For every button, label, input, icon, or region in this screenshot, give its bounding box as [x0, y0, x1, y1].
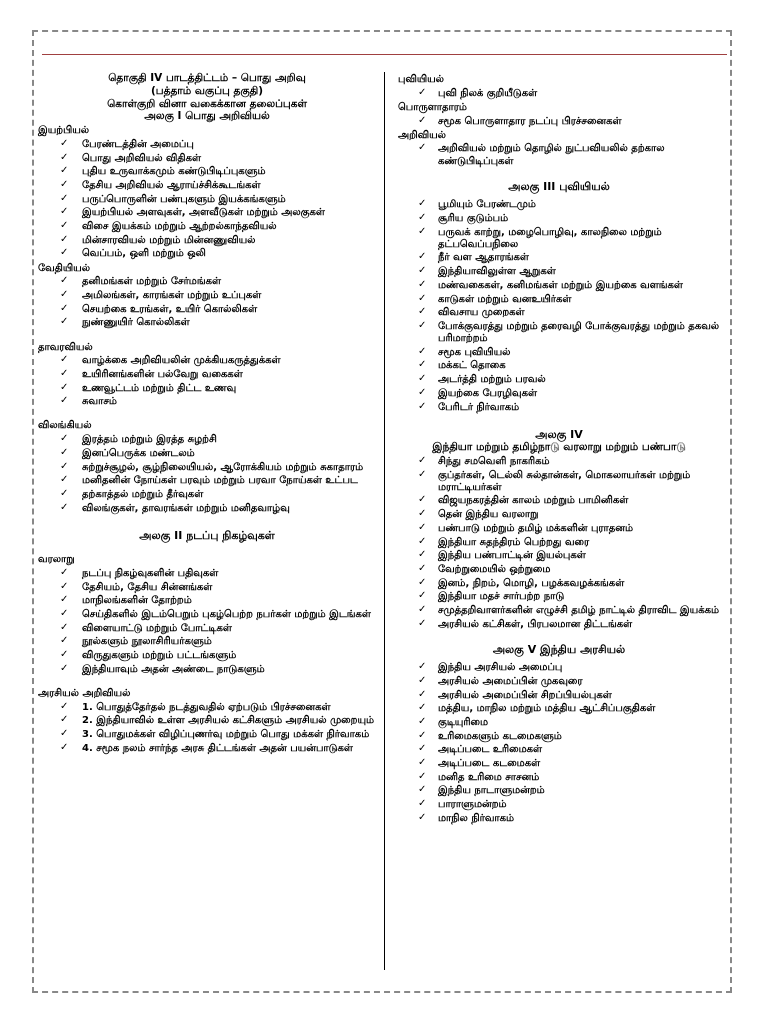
- list-item-text: காடுகள் மற்றும் வனஉயிர்கள்: [438, 293, 572, 305]
- list-item: [398, 605, 720, 617]
- check-icon: ✓: [60, 635, 69, 647]
- check-icon: ✓: [418, 743, 427, 755]
- check-icon: ✓: [60, 354, 69, 366]
- list-item-text: புதிய உருவாக்கமும் கண்டுபிடிப்புகளும்: [82, 166, 266, 178]
- section-botany: தாவரவியல்: [38, 341, 93, 353]
- list-item: [398, 537, 720, 549]
- list-item-text: அரசியல் அமைப்பின் சிறப்பியல்புகள்: [438, 689, 612, 701]
- list-item: [398, 402, 720, 414]
- check-icon: ✓: [418, 86, 427, 98]
- section-geography: புவியியல்: [398, 74, 444, 85]
- list-item-text: விசை இயக்கம் மற்றும் ஆற்றல்காந்தவியல்: [82, 221, 277, 232]
- list-item: [398, 785, 720, 797]
- list-item: [398, 470, 720, 494]
- list-item-text: இனம், நிறம், மொழி, பழக்கவழக்கங்கள்: [438, 577, 625, 589]
- list-item-text: இயற்பியல் அளவுகள், அளவீடுகள் மற்றும் அலகுகள்: [82, 207, 325, 219]
- left-column: [38, 72, 376, 756]
- check-icon: ✓: [418, 535, 427, 547]
- check-icon: ✓: [418, 729, 427, 741]
- list-item: [38, 396, 376, 408]
- check-icon: ✓: [418, 576, 427, 588]
- check-icon: ✓: [418, 278, 427, 290]
- list-item: [398, 690, 720, 702]
- list-item: [38, 317, 376, 329]
- check-icon: ✓: [418, 373, 427, 385]
- chemistry-list: [38, 276, 376, 329]
- list-item: [38, 702, 376, 714]
- list-item: [38, 180, 376, 192]
- check-icon: ✓: [60, 433, 69, 445]
- check-icon: ✓: [60, 648, 69, 660]
- list-item-text: சமுத்தறிவாளர்களின் எழுச்சி தமிழ் நாட்டில் திராவிட இயக்கம்: [438, 604, 720, 616]
- list-item-text: 4. சமூக நலம் சார்ந்த அரசு திட்டங்கள் அதன் பயன்பாடுகள்: [82, 742, 353, 754]
- check-icon: ✓: [418, 386, 427, 398]
- list-item: [38, 248, 376, 260]
- list-item-text: குப்தர்கள், டெல்லி சுல்தான்கள், மொகலாயர்கள் மற்றும் மராட்டியர்கள்: [438, 469, 691, 493]
- list-item: [398, 321, 720, 345]
- list-item: [38, 434, 376, 446]
- section-science: அறிவியல்: [398, 129, 446, 141]
- list-item: [38, 448, 376, 460]
- list-item-text: புவி நிலக் குறியீடுகள்: [438, 87, 538, 99]
- check-icon: ✓: [418, 211, 427, 223]
- list-item-text: செயற்கை உரங்கள், உயிர் கொல்லிகள்: [82, 303, 258, 315]
- list-item: [398, 813, 720, 825]
- physics-list: [38, 139, 376, 261]
- check-icon: ✓: [418, 400, 427, 412]
- check-icon: ✓: [418, 454, 427, 466]
- list-item-text: 3. பொதுமக்கள் விழிப்புணர்வு மற்றும் பொது மக்கள் நிர்வாகம்: [82, 728, 370, 740]
- list-item-text: நடப்பு நிகழ்வுகளின் பதிவுகள்: [82, 567, 219, 579]
- list-item-text: மாநிலங்களின் தோற்றம்: [82, 595, 192, 607]
- check-icon: ✓: [60, 247, 69, 259]
- list-item: [38, 664, 376, 676]
- list-item: [38, 221, 376, 233]
- list-item-text: பாராளுமன்றம்: [438, 799, 507, 811]
- list-item: [38, 636, 376, 648]
- check-icon: ✓: [418, 508, 427, 520]
- list-item-text: இந்திய அரசியல் அமைப்பு: [438, 662, 563, 674]
- list-item: [38, 609, 376, 621]
- check-icon: ✓: [418, 114, 427, 126]
- check-icon: ✓: [418, 359, 427, 371]
- check-icon: ✓: [418, 198, 427, 210]
- list-item-text: சமூக பொருளாதார நடப்பு பிரச்சனைகள்: [438, 115, 622, 127]
- political-science-list: [38, 702, 376, 755]
- check-icon: ✓: [418, 603, 427, 615]
- list-item-text: விளையாட்டு மற்றும் போட்டிகள்: [82, 622, 232, 634]
- check-icon: ✓: [418, 494, 427, 506]
- list-item: [38, 462, 376, 474]
- check-icon: ✓: [418, 292, 427, 304]
- unit-4-title: அலகு IV: [535, 427, 583, 441]
- list-item-text: சுற்றுச்சூழல், சூழ்நிலையியல், ஆரோக்கியம் மற்றும் சுகாதாரம்: [82, 461, 364, 473]
- list-item: [398, 772, 720, 784]
- check-icon: ✓: [418, 225, 427, 237]
- list-item: [398, 578, 720, 590]
- list-item-text: இந்தியாவும் அதன் அண்டை நாடுகளும்: [82, 663, 265, 675]
- list-item: [38, 595, 376, 607]
- list-item-text: சிந்து சமவெளி நாகரிகம்: [438, 455, 550, 467]
- botany-list: [38, 355, 376, 408]
- list-item: [398, 717, 720, 729]
- list-item-text: விலங்குகள், தாவரங்கள் மற்றும் மனிதவாழ்வு: [82, 502, 290, 514]
- list-item-text: பருவக் காற்று, மழைபொழிவு, காலநிலை மற்றும் தட்பவெப்பநிலை: [438, 226, 662, 250]
- list-item: [398, 591, 720, 603]
- check-icon: ✓: [60, 316, 69, 328]
- section-economics: பொருளாதாரம்: [398, 101, 467, 113]
- check-icon: ✓: [60, 165, 69, 177]
- check-icon: ✓: [60, 714, 69, 726]
- check-icon: ✓: [418, 674, 427, 686]
- list-item: [398, 744, 720, 756]
- check-icon: ✓: [60, 151, 69, 163]
- check-icon: ✓: [60, 594, 69, 606]
- zoology-list: [38, 434, 376, 515]
- list-item-text: இனப்பெருக்க மண்டலம்: [82, 447, 195, 459]
- list-item-text: இந்தியாவிலுள்ள ஆறுகள்: [438, 266, 556, 278]
- unit-5-list: [398, 662, 720, 825]
- list-item-text: இந்தியா சுதந்திரம் பெற்றது வரை: [438, 536, 590, 548]
- list-item: [38, 166, 376, 178]
- list-item-text: பூமியும் பேரண்டமும்: [438, 199, 536, 211]
- column-divider: [384, 72, 385, 970]
- list-item: [38, 290, 376, 302]
- list-item-text: தேசிய அறிவியல் ஆராய்ச்சிக்கூடங்கள்: [82, 179, 261, 191]
- list-item: [398, 388, 720, 400]
- list-item-text: விவசாய முறைகள்: [438, 307, 525, 319]
- list-item: [38, 304, 376, 316]
- list-item: [398, 347, 720, 359]
- list-item: [398, 294, 720, 306]
- check-icon: ✓: [418, 549, 427, 561]
- list-item-text: அரசியல் கட்சிகள், பிரபலமான திட்டங்கள்: [438, 618, 633, 630]
- list-item: [38, 743, 376, 755]
- check-icon: ✓: [418, 784, 427, 796]
- list-item: [38, 139, 376, 151]
- check-icon: ✓: [60, 700, 69, 712]
- list-item-text: நுண்ணுயிர் கொல்லிகள்: [82, 317, 190, 329]
- list-item-text: தென் இந்திய வரலாறு: [438, 509, 539, 521]
- check-icon: ✓: [60, 662, 69, 674]
- check-icon: ✓: [418, 306, 427, 318]
- list-item-text: சூரிய குடும்பம்: [438, 212, 509, 224]
- list-item: [38, 729, 376, 741]
- list-item: [398, 266, 720, 278]
- list-item: [398, 307, 720, 319]
- list-item-text: இயற்கை பேரழிவுகள்: [438, 387, 537, 399]
- list-item: [398, 619, 720, 631]
- check-icon: ✓: [60, 566, 69, 578]
- check-icon: ✓: [418, 617, 427, 629]
- list-item-text: தனிமங்கள் மற்றும் சேர்மங்கள்: [82, 276, 222, 288]
- check-icon: ✓: [60, 446, 69, 458]
- check-icon: ✓: [418, 319, 427, 331]
- check-icon: ✓: [60, 288, 69, 300]
- list-item: [398, 758, 720, 770]
- list-item: [398, 252, 720, 264]
- unit-4-subtitle: இந்தியா மற்றும் தமிழ்நாடு வரலாறு மற்றும் பண்பாடு: [432, 441, 686, 454]
- list-item-text: வாழ்க்கை அறிவியலின் முக்கியகருத்துக்கள்: [82, 355, 281, 367]
- syllabus-title: தொகுதி IV பாடத்திட்டம் – பொது அறிவு: [108, 72, 306, 84]
- list-item-text: விருதுகளும் மற்றும் பட்டங்களும்: [82, 649, 237, 661]
- check-icon: ✓: [60, 727, 69, 739]
- list-item-text: செய்திகளில் இடம்பெறும் புகழ்பெற்ற நபர்கள் மற்றும் இடங்கள்: [82, 608, 371, 620]
- check-icon: ✓: [418, 251, 427, 263]
- list-item-text: பேரிடர் நிர்வாகம்: [438, 401, 520, 413]
- check-icon: ✓: [418, 716, 427, 728]
- check-icon: ✓: [60, 233, 69, 245]
- list-item-text: 2. இந்தியாவில் உள்ள அரசியல் கட்சிகளும் அரசியல் முறையும்: [82, 715, 375, 727]
- list-item: [398, 564, 720, 576]
- list-item-text: உணவூட்டம் மற்றும் திட்ட உணவு: [82, 382, 237, 394]
- list-item-text: அடிப்படை கடமைகள்: [438, 758, 541, 770]
- list-item: [38, 276, 376, 288]
- check-icon: ✓: [60, 302, 69, 314]
- check-icon: ✓: [60, 220, 69, 231]
- unit-5-title: அலகு V இந்திய அரசியல்: [492, 642, 626, 656]
- list-item-text: அறிவியல் மற்றும் தொழில் நுட்பவியலில் தற்கால கண்டுபிடிப்புகள்: [438, 143, 665, 167]
- unit-3-list: [398, 199, 720, 414]
- check-icon: ✓: [418, 265, 427, 277]
- list-item-text: தேசியம், தேசிய சின்னங்கள்: [82, 581, 213, 593]
- geography-list: [398, 88, 720, 100]
- check-icon: ✓: [418, 521, 427, 533]
- unit-4-list: [398, 456, 720, 631]
- list-item: [38, 623, 376, 635]
- list-item: [398, 662, 720, 674]
- list-item: [38, 568, 376, 580]
- science-list: [398, 143, 720, 167]
- unit-1-title: அலகு I பொது அறிவியல்: [144, 110, 270, 123]
- list-item-text: குடியுரிமை: [438, 717, 489, 729]
- list-item: [398, 495, 720, 507]
- list-item: [398, 676, 720, 688]
- list-item: [398, 116, 720, 128]
- list-item-text: நூல்களும் நூலாசிரியர்களும்: [82, 636, 212, 648]
- check-icon: ✓: [60, 580, 69, 592]
- list-item-text: அடிப்படை உரிமைகள்: [438, 744, 543, 756]
- list-item-text: போக்குவரத்து மற்றும் தரைவழி போக்குவரத்து மற்றும் தகவல் பரிமாற்றம்: [438, 320, 720, 345]
- check-icon: ✓: [418, 811, 427, 823]
- list-item-text: நீர் வள ஆதாரங்கள்: [438, 252, 529, 264]
- right-column: [398, 72, 720, 827]
- list-item-text: மத்திய, மாநில மற்றும் மத்திய ஆட்சிப்பகுதிகள்: [438, 703, 656, 715]
- list-item-text: தற்காத்தல் மற்றும் தீர்வுகள்: [82, 488, 204, 500]
- check-icon: ✓: [418, 590, 427, 602]
- section-physics: இயற்பியல்: [38, 125, 90, 137]
- list-item: [38, 194, 376, 206]
- section-history: வரலாறு: [38, 554, 75, 566]
- list-item-text: உயிரினங்களின் பல்வேறு வகைகள்: [82, 368, 243, 380]
- list-item: [38, 489, 376, 501]
- list-item: [398, 143, 720, 167]
- section-political-science: அரசியல் அறிவியல்: [38, 687, 131, 699]
- list-item: [398, 199, 720, 211]
- list-item: [398, 523, 720, 535]
- topics-heading: கொள்குறி வினா வகைக்கான தலைப்புகள்: [107, 97, 307, 110]
- unit-3-title: அலகு III புவியியல்: [508, 179, 610, 193]
- check-icon: ✓: [60, 474, 69, 486]
- list-item-text: வெப்பம், ஒளி மற்றும் ஒலி: [82, 248, 206, 260]
- list-item-text: மண்வகைகள், கனிமங்கள் மற்றும் இயற்கை வளங்கள்: [438, 279, 683, 291]
- list-item-text: 1. பொதுத்தேர்தல் நடத்துவதில் ஏற்படும் பிரச்சனைகள்: [82, 701, 331, 713]
- check-icon: ✓: [418, 688, 427, 700]
- check-icon: ✓: [418, 345, 427, 357]
- list-item: [398, 227, 720, 251]
- qualification-note: (பத்தாம் வகுப்பு தகுதி): [151, 84, 263, 97]
- list-item-text: இந்திய பண்பாட்டின் இயல்புகள்: [438, 550, 586, 562]
- list-item: [38, 369, 376, 381]
- list-item: [38, 383, 376, 395]
- list-item: [398, 703, 720, 715]
- list-item-text: மக்கட் தொகை: [438, 360, 506, 372]
- list-item: [38, 235, 376, 247]
- section-zoology: விலங்கியல்: [38, 420, 92, 432]
- list-item: [398, 731, 720, 743]
- check-icon: ✓: [60, 607, 69, 619]
- economics-list: [398, 116, 720, 128]
- history-list: [38, 568, 376, 676]
- check-icon: ✓: [60, 192, 69, 204]
- list-item: [398, 213, 720, 225]
- list-item: [398, 360, 720, 372]
- check-icon: ✓: [60, 487, 69, 499]
- list-item-text: மின்சாரவியல் மற்றும் மின்னணுவியல்: [82, 234, 256, 246]
- unit-2-title: அலகு II நடப்பு நிகழ்வுகள்: [139, 528, 275, 542]
- list-item-text: மாநில நிர்வாகம்: [438, 812, 515, 824]
- list-item-text: மனித உரிமை சாசனம்: [438, 771, 540, 783]
- check-icon: ✓: [418, 770, 427, 782]
- check-icon: ✓: [418, 142, 427, 154]
- check-icon: ✓: [60, 367, 69, 379]
- list-item-text: அமிலங்கள், காரங்கள் மற்றும் உப்புகள்: [82, 289, 262, 301]
- header-rule: [42, 54, 727, 55]
- list-item-text: அடர்த்தி மற்றும் பரவல்: [438, 374, 546, 386]
- list-item: [398, 509, 720, 521]
- list-item: [398, 374, 720, 386]
- list-item-text: இந்திய நாடாளுமன்றம்: [438, 785, 545, 797]
- list-item: [398, 280, 720, 292]
- list-item: [38, 475, 376, 487]
- check-icon: ✓: [60, 460, 69, 472]
- list-item-text: விஜயநகரத்தின் காலம் மற்றும் பாமினிகள்: [438, 495, 629, 507]
- list-item-text: இரத்தம் மற்றும் இரத்த சுழற்சி: [82, 434, 217, 446]
- check-icon: ✓: [418, 798, 427, 810]
- list-item-text: அரசியல் அமைப்பின் முகவுரை: [438, 675, 583, 687]
- list-item: [38, 715, 376, 727]
- list-item-text: சுவாசம்: [82, 396, 117, 408]
- list-item-text: சமூக புவியியல்: [438, 346, 511, 358]
- list-item-text: இந்தியா மதச் சார்பற்ற நாடு: [438, 591, 565, 603]
- list-item-text: மனிதனின் நோய்கள் பரவும் மற்றும் பரவா நோய்கள் உட்பட: [82, 475, 358, 487]
- list-item: [38, 355, 376, 367]
- check-icon: ✓: [418, 562, 427, 574]
- check-icon: ✓: [418, 702, 427, 714]
- list-item: [398, 799, 720, 811]
- list-item-text: உரிமைகளும் கடமைகளும்: [438, 730, 562, 742]
- list-item-text: வேற்றுமையில் ஒற்றுமை: [438, 563, 551, 575]
- check-icon: ✓: [418, 661, 427, 673]
- list-item-text: பேரண்டத்தின் அமைப்பு: [82, 138, 194, 150]
- check-icon: ✓: [60, 178, 69, 190]
- check-icon: ✓: [60, 137, 69, 149]
- list-item: [38, 207, 376, 219]
- list-item: [38, 153, 376, 165]
- check-icon: ✓: [60, 381, 69, 393]
- check-icon: ✓: [60, 206, 69, 218]
- check-icon: ✓: [60, 501, 69, 513]
- section-chemistry: வேதியியல்: [38, 262, 91, 274]
- list-item-text: பொது அறிவியல் விதிகள்: [82, 152, 202, 164]
- check-icon: ✓: [60, 395, 69, 407]
- list-item: [38, 582, 376, 594]
- list-item-text: பண்பாடு மற்றும் தமிழ் மக்களின் புராதனம்: [438, 522, 634, 534]
- check-icon: ✓: [418, 757, 427, 769]
- check-icon: ✓: [418, 468, 427, 480]
- check-icon: ✓: [60, 621, 69, 633]
- list-item: [398, 456, 720, 468]
- list-item: [398, 88, 720, 100]
- list-item-text: பருப்பொருளின் பண்புகளும் இயக்கங்களும்: [82, 193, 286, 205]
- check-icon: ✓: [60, 275, 69, 287]
- list-item: [398, 550, 720, 562]
- check-icon: ✓: [60, 741, 69, 753]
- list-item: [38, 503, 376, 515]
- list-item: [38, 650, 376, 662]
